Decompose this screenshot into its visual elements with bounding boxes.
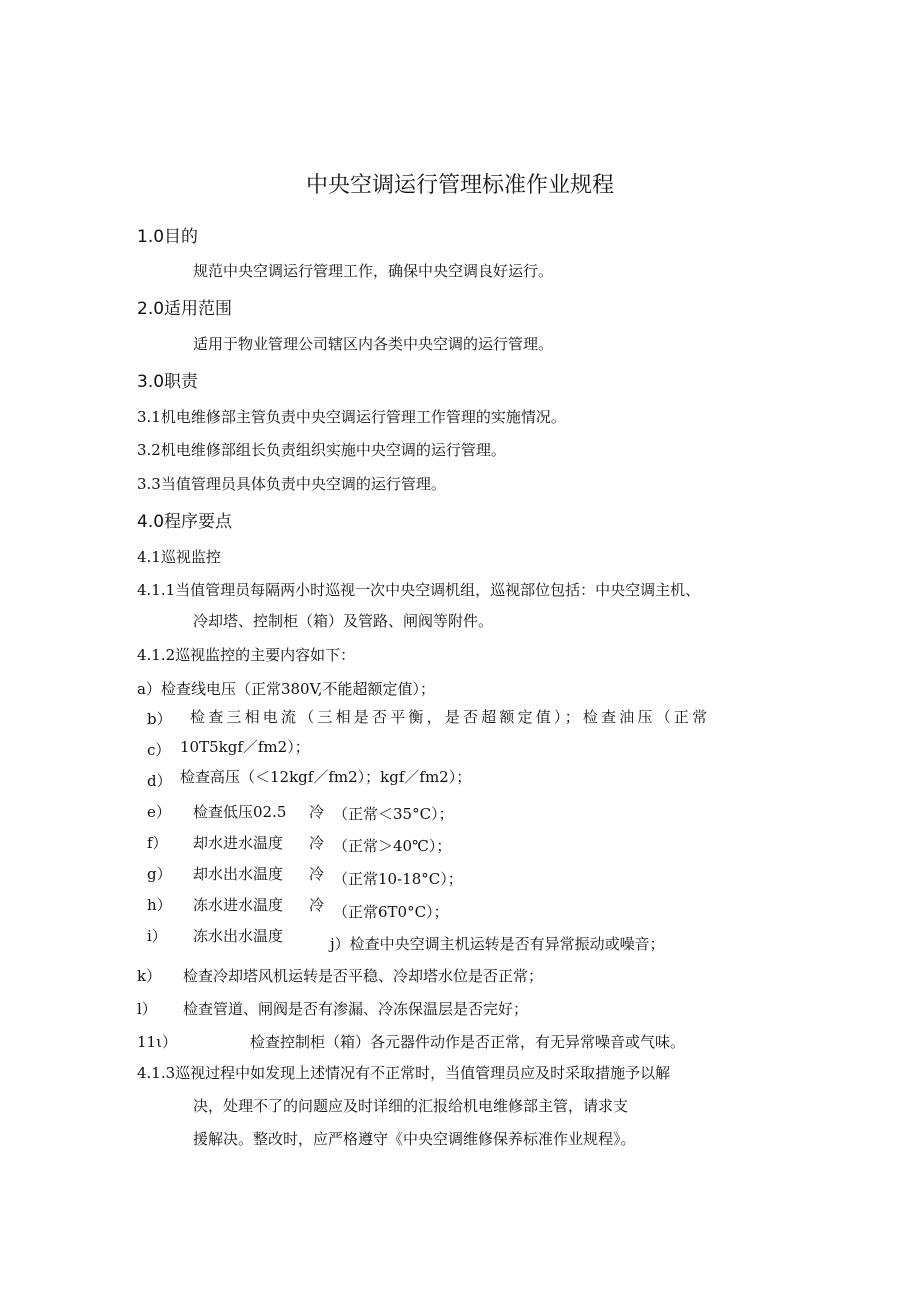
item-i-label: i） xyxy=(147,927,167,945)
para-4-1-1-line1: 4.1.1当值管理员每隔两小时巡视一次中央空调机组，巡视部位包括：中央空调主机、 xyxy=(137,581,701,599)
para-4-1-3-line1: 4.1.3巡视过程中如发现上述情况有不正常时，当值管理员应及时采取措施予以解 xyxy=(137,1064,671,1082)
item-b-text: 检查三相电流（三相是否平衡，是否超额定值）；检查油压（正常 xyxy=(190,708,711,726)
duty-item-1: 3.1机电维修部主管负责中央空调运行管理工作管理的实施情况。 xyxy=(137,408,566,426)
para-4-1-3-line2: 决，处理不了的问题应及时详细的汇报给机电维修部主管，请求支 xyxy=(193,1097,629,1115)
para-4-1-2: 4.1.2巡视监控的主要内容如下： xyxy=(137,646,356,664)
section-3-heading: 3.0职责 xyxy=(137,372,199,392)
item-j: j）检查中央空调主机运转是否有异常振动或噪音； xyxy=(330,935,665,953)
item-g-tail: （正常10-18°C）； xyxy=(333,870,463,888)
item-e-text: 检查低压02.5 xyxy=(193,803,287,821)
item-m-label: 11ι） xyxy=(137,1033,177,1051)
item-c-text: 10T5kgf／fm2）； xyxy=(180,738,310,756)
item-d-label: d） xyxy=(147,772,172,790)
item-k-label: k） xyxy=(137,967,162,985)
section-4-heading: 4.0程序要点 xyxy=(137,512,233,532)
item-f-tail: （正常＞40℃）； xyxy=(333,837,452,855)
item-h-tail: （正常6T0°C）； xyxy=(333,903,449,921)
item-g-cold: 冷 xyxy=(309,865,325,883)
section-1-text: 规范中央空调运行管理工作，确保中央空调良好运行。 xyxy=(193,262,554,280)
item-f-text: 却水进水温度 xyxy=(193,834,284,852)
item-c-label: c） xyxy=(147,741,171,759)
item-f-cold: 冷 xyxy=(309,834,325,852)
item-a: a）检查线电压（正常380V,不能超额定值）； xyxy=(137,680,436,698)
item-d-text: 检查高压（＜12kgf／fm2）；kgf／fm2）； xyxy=(180,768,472,786)
section-1-heading: 1.0目的 xyxy=(137,227,199,247)
item-b-label: b） xyxy=(147,710,172,728)
item-h-label: h） xyxy=(147,896,172,914)
item-k-text: 检查冷却塔风机运转是否平稳、冷却塔水位是否正常； xyxy=(183,967,544,985)
item-l-label: l） xyxy=(137,1000,157,1018)
item-h-text: 冻水进水温度 xyxy=(193,896,284,914)
duty-item-2: 3.2机电维修部组长负责组织实施中央空调的运行管理。 xyxy=(137,441,506,459)
para-4-1-3-line3: 援解决。整改时，应严格遵守《中央空调维修保养标准作业规程》。 xyxy=(193,1130,636,1148)
item-g-text: 却水出水温度 xyxy=(193,865,284,883)
item-m-text: 检查控制柜（箱）各元器件动作是否正常，有无异常噪音或气味。 xyxy=(250,1033,686,1051)
item-h-cold: 冷 xyxy=(309,896,325,914)
item-f-label: f） xyxy=(147,834,168,852)
item-l-text: 检查管道、闸阀是否有渗漏、冷冻保温层是否完好； xyxy=(183,1000,529,1018)
item-e-cold: 冷 xyxy=(309,803,325,821)
item-e-label: e） xyxy=(147,803,171,821)
document-title: 中央空调运行管理标准作业规程 xyxy=(305,173,614,198)
item-g-label: g） xyxy=(147,865,172,883)
duty-item-3: 3.3当值管理员具体负责中央空调的运行管理。 xyxy=(137,475,446,493)
section-2-text: 适用于物业管理公司辖区内各类中央空调的运行管理。 xyxy=(193,335,554,353)
section-2-heading: 2.0适用范围 xyxy=(137,299,233,319)
subsection-4-1: 4.1巡视监控 xyxy=(137,548,221,566)
item-i-text: 冻水出水温度 xyxy=(193,927,284,945)
item-e-tail: （正常＜35°C）； xyxy=(333,805,454,823)
para-4-1-1-line2: 冷却塔、控制柜（箱）及管路、闸阀等附件。 xyxy=(193,612,494,630)
